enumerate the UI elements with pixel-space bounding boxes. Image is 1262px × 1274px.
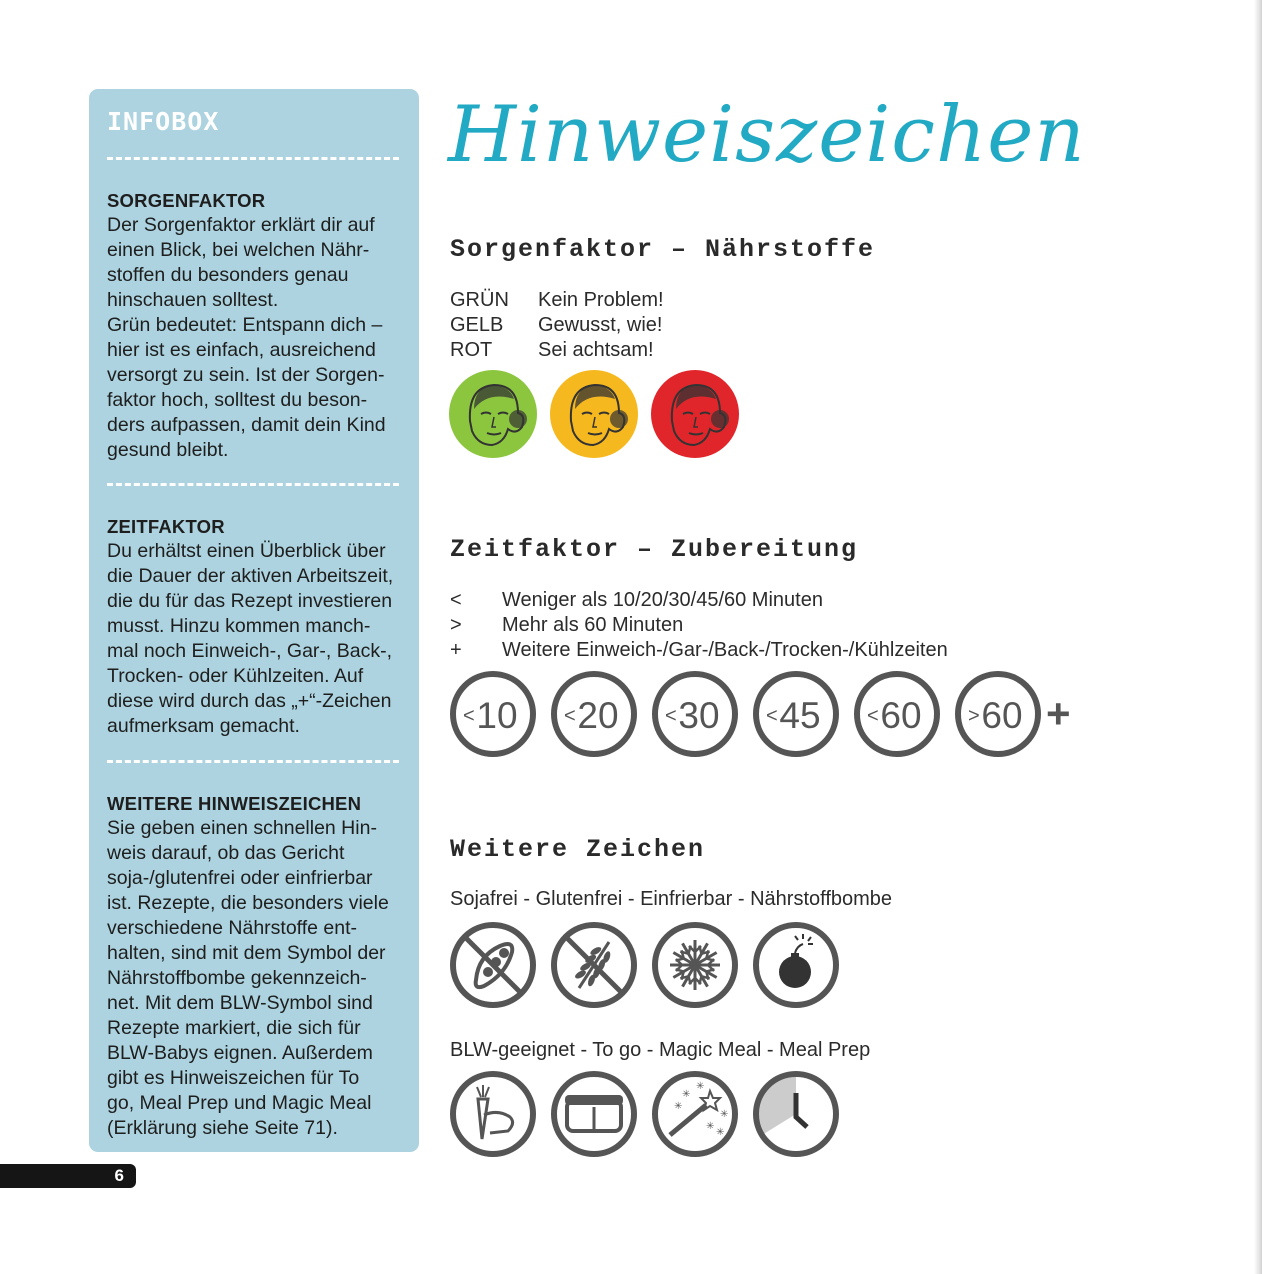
legend-key: < [450,589,462,611]
info-section-zeitfaktor [107,514,405,739]
time-number: 20 [577,695,619,736]
snowflake-icon [650,920,740,1010]
text-line: soja-/glutenfrei oder einfrierbar [107,867,373,889]
infobox [89,89,419,1152]
time-number: 60 [981,695,1023,736]
text-line: hier ist es einfach, ausreichend [107,339,376,361]
zeitfaktor-legend [450,588,948,663]
text-line: faktor hoch, solltest du beson- [107,389,368,411]
page-edge-shadow [1254,0,1262,1274]
svg-text:✳: ✳ [720,1109,729,1120]
time-badge [852,669,942,759]
time-symbol: < [463,705,475,727]
legend-key: > [450,614,462,636]
time-badge [549,669,639,759]
text-line: Grün bedeutet: Entspann dich – [107,314,383,336]
gluten-free-icon [549,920,639,1010]
text-line: Nährstoffbombe gekennzeich- [107,967,367,989]
time-plus-sign: + [1046,690,1071,737]
time-symbol: < [766,705,778,727]
legend-value: Kein Problem! [538,289,664,311]
legend-row [450,338,664,363]
time-number: 45 [779,695,821,736]
section-heading: WEITERE HINWEISZEICHEN [107,793,362,814]
time-number: 60 [880,695,922,736]
text-line: einen Blick, bei welchen Nähr- [107,239,370,261]
text-line: Trocken- oder Kühlzeiten. Auf [107,665,364,687]
text-line: die Dauer der aktiven Arbeitszeit, [107,565,394,587]
text-line: Rezepte markiert, die sich für [107,1017,361,1039]
section-heading: SORGENFAKTOR [107,190,266,211]
face-green-icon [448,369,538,459]
text-line: die du für das Rezept investieren [107,590,393,612]
time-symbol: < [564,705,576,727]
info-section-weitere [107,791,405,1141]
weitere-heading: Weitere Zeichen [450,835,706,864]
info-section-sorgenfaktor [107,188,405,463]
legend-row [450,588,948,613]
legend-row [450,288,664,313]
legend-value: Weitere Einweich-/Gar-/Back-/Trocken-/Kühlzeiten [502,639,948,661]
bomb-icon [751,920,841,1010]
text-line: go, Meal Prep und Magic Meal [107,1092,372,1114]
text-line: verschiedene Nährstoffe ent- [107,917,358,939]
svg-text:✳: ✳ [696,1081,705,1092]
legend-row [450,638,948,663]
soy-free-icon [448,920,538,1010]
time-symbol: < [867,705,879,727]
text-line: BLW-Babys eignen. Außerdem [107,1042,373,1064]
legend-value: Weniger als 10/20/30/45/60 Minuten [502,589,823,611]
magic-wand-icon [650,1069,740,1159]
legend-value: Mehr als 60 Minuten [502,614,684,636]
page-number: 6 [114,1166,124,1185]
weitere-caption-1: Sojafrei - Glutenfrei - Einfrierbar - Nährstoffbombe [450,888,893,910]
text-line: musst. Hinzu kommen manch- [107,615,371,637]
zeitfaktor-heading: Zeitfaktor – Zubereitung [450,535,859,564]
section-text [107,213,405,463]
legend-row [450,613,948,638]
time-number: 30 [678,695,720,736]
weitere-icons-row-1 [448,920,852,1010]
lunchbox-icon [549,1069,639,1159]
time-badges-row [448,669,1071,759]
legend-value: Gewusst, wie! [538,314,663,336]
text-line: mal noch Einweich-, Gar-, Back-, [107,640,393,662]
time-badge [448,669,538,759]
dashed-divider [107,760,399,763]
svg-text:✳: ✳ [706,1121,715,1132]
clock-icon [751,1069,841,1159]
page-title: Hinweiszeichen [448,90,1086,180]
face-icons-row [448,369,751,459]
text-line: Sie geben einen schnellen Hin- [107,817,377,839]
dashed-divider [107,157,399,160]
time-number: 10 [476,695,518,736]
face-red-icon [650,369,740,459]
time-symbol: < [665,705,677,727]
legend-key: ROT [450,339,493,361]
sorgenfaktor-legend [450,288,664,363]
legend-key: + [450,639,462,661]
dashed-divider [107,483,399,486]
section-text [107,816,405,1141]
time-badge [751,669,841,759]
text-line: aufmerksam gemacht. [107,715,300,737]
face-yellow-icon [549,369,639,459]
legend-key: GELB [450,314,504,336]
text-line: versorgt zu sein. Ist der Sorgen- [107,364,385,386]
text-line: gibt es Hinweiszeichen für To [107,1067,360,1089]
legend-value: Sei achtsam! [538,339,654,361]
text-line: net. Mit dem BLW-Symbol sind [107,992,373,1014]
time-symbol: > [968,705,980,727]
svg-text:✳: ✳ [716,1127,725,1138]
text-line: halten, sind mit dem Symbol der [107,942,386,964]
text-line: diese wird durch das „+“-Zeichen [107,690,392,712]
text-line: Du erhältst einen Überblick über [107,540,386,562]
legend-row [450,313,664,338]
legend-key: GRÜN [450,289,509,311]
text-line: gesund bleibt. [107,439,229,461]
section-text [107,539,405,739]
time-badge [650,669,740,759]
text-line: Der Sorgenfaktor erklärt dir auf [107,214,375,236]
svg-text:✳: ✳ [674,1101,683,1112]
text-line: weis darauf, ob das Gericht [107,842,345,864]
text-line: (Erklärung siehe Seite 71). [107,1117,338,1139]
text-line: hinschauen solltest. [107,289,279,311]
text-line: ders aufpassen, damit dein Kind [107,414,386,436]
sorgenfaktor-heading: Sorgenfaktor – Nährstoffe [450,235,876,264]
section-heading: ZEITFAKTOR [107,516,225,537]
weitere-icons-row-2 [448,1069,852,1159]
time-badge [953,669,1043,759]
page-number-tab [0,1164,136,1188]
text-line: ist. Rezepte, die besonders viele [107,892,389,914]
weitere-caption-2: BLW-geeignet - To go - Magic Meal - Meal Prep [450,1039,871,1061]
infobox-title: INFOBOX [107,107,220,136]
hand-carrot-icon [448,1069,538,1159]
text-line: stoffen du besonders genau [107,264,349,286]
svg-text:✳: ✳ [682,1089,691,1100]
